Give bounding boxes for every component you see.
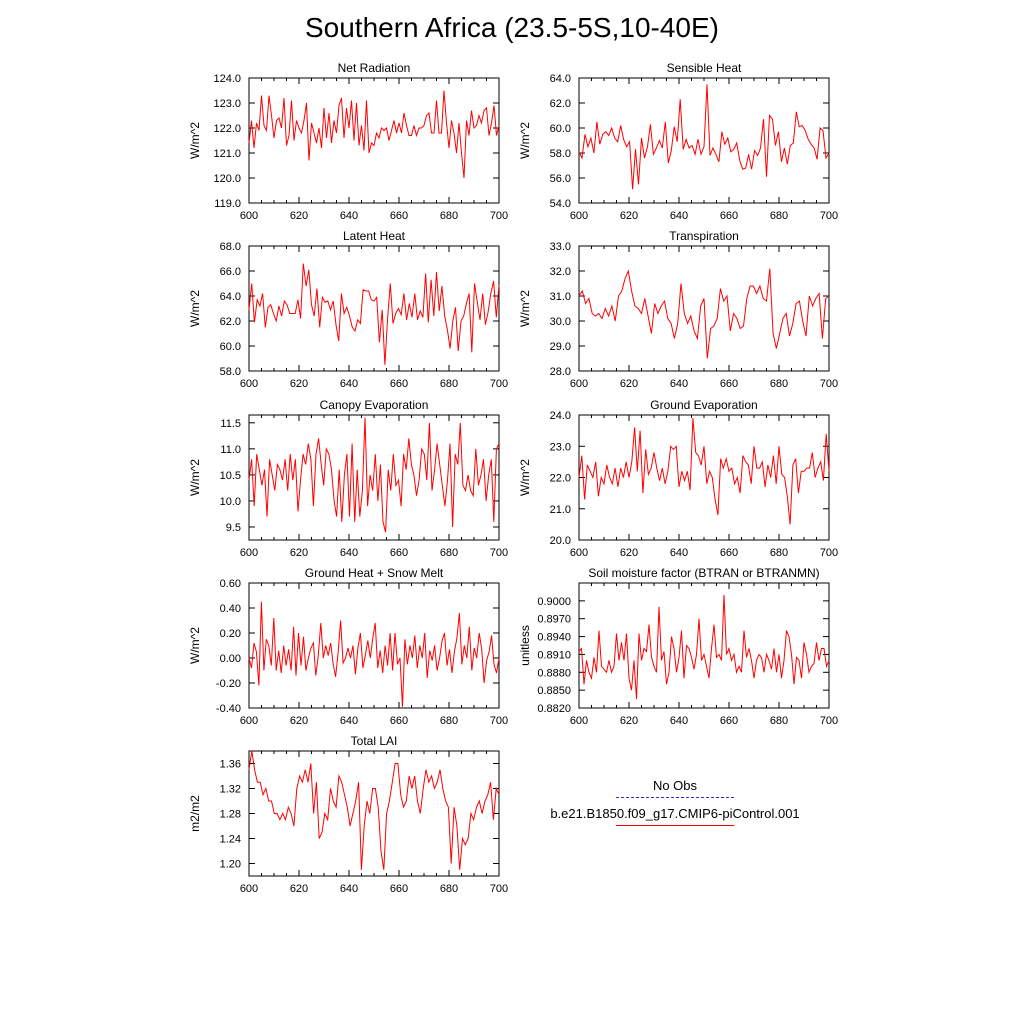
x-tick-label: 660 [719,378,739,390]
panel-title: Soil moisture factor (BTRAN or BTRANMN) [588,566,820,580]
y-tick-label: 0.8880 [537,667,571,680]
y-axis-label: W/m^2 [188,627,202,664]
y-tick-label: 1.24 [219,833,241,846]
y-tick-label: 64.0 [549,73,571,85]
x-tick-label: 680 [439,547,459,559]
x-tick-label: 700 [489,210,509,222]
y-tick-label: 120.0 [213,173,241,185]
x-tick-label: 640 [669,715,689,727]
x-tick-label: 680 [439,883,459,895]
y-tick-label: 20.0 [549,535,571,547]
x-tick-label: 640 [339,378,359,390]
x-tick-label: 700 [819,547,839,559]
y-tick-label: 122.0 [213,123,241,135]
panel-8 [518,566,838,727]
panel-4 [518,229,838,390]
x-tick-label: 700 [489,547,509,559]
y-tick-label: 10.5 [219,469,241,482]
x-tick-label: 660 [389,210,409,222]
x-tick-label: 640 [339,210,359,222]
x-tick-label: 700 [489,715,509,727]
panel-5 [188,398,508,559]
x-tick-label: 700 [819,715,839,727]
x-tick-label: 620 [619,547,639,559]
series-line [249,418,499,533]
plot-frame [249,583,499,708]
plot-frame [249,246,499,371]
x-tick-label: 640 [339,547,359,559]
y-axis-label: W/m^2 [518,459,532,496]
y-tick-label: 121.0 [213,148,241,160]
x-tick-label: 680 [769,378,789,390]
y-tick-label: 0.00 [219,653,241,665]
y-tick-label: 0.8940 [537,631,571,644]
panel-9 [188,734,508,895]
panel-1 [188,61,508,222]
y-tick-label: 30.0 [549,316,571,328]
y-tick-label: 1.32 [219,783,241,796]
y-tick-label: 66.0 [219,266,241,278]
y-tick-label: 64.0 [219,291,241,303]
x-tick-label: 600 [239,378,259,390]
x-tick-label: 680 [439,378,459,390]
x-tick-label: 620 [619,378,639,390]
x-tick-label: 600 [569,378,589,390]
y-tick-label: 31.0 [549,291,571,303]
y-tick-label: 24.0 [549,410,571,422]
x-tick-label: 600 [239,210,259,222]
x-tick-label: 700 [819,210,839,222]
x-tick-label: 600 [239,883,259,895]
legend-obs-line [616,797,734,798]
y-tick-label: 11.0 [220,443,241,456]
x-tick-label: 600 [239,715,259,727]
y-tick-label: 10.0 [219,495,241,508]
y-axis-label: m2/m2 [188,795,202,832]
x-tick-label: 680 [769,547,789,559]
panel-title: Net Radiation [337,61,411,75]
legend-model-label: b.e21.B1850.f09_g17.CMIP6-piControl.001 [550,806,800,821]
panel-7 [188,566,508,727]
series-line [579,595,829,699]
x-tick-label: 620 [289,547,309,559]
x-tick-label: 660 [719,715,739,727]
x-tick-label: 600 [569,715,589,727]
x-tick-label: 600 [239,547,259,559]
legend-model-line [616,825,734,826]
x-tick-label: 700 [819,378,839,390]
x-tick-label: 660 [389,883,409,895]
y-tick-label: 1.20 [219,858,241,871]
x-tick-label: 660 [719,210,739,222]
panel-title: Transpiration [669,229,739,243]
panel-3 [188,229,508,390]
y-axis-label: W/m^2 [518,122,532,159]
x-tick-label: 680 [769,210,789,222]
y-tick-label: 33.0 [549,241,571,253]
x-tick-label: 640 [339,883,359,895]
y-tick-label: 0.40 [219,603,241,615]
legend [520,778,830,834]
x-tick-label: 620 [289,715,309,727]
panel-2 [518,61,838,222]
y-tick-label: 60.0 [549,123,571,135]
y-tick-label: 23.0 [549,441,571,454]
y-tick-label: 54.0 [549,198,571,210]
y-tick-label: 123.0 [213,98,241,110]
y-tick-label: 32.0 [549,266,571,278]
legend-obs-label: No Obs [652,778,698,793]
y-tick-label: 58.0 [549,148,571,160]
x-tick-label: 600 [569,547,589,559]
plot-frame [579,583,829,708]
series-line [579,269,829,359]
y-tick-label: -0.40 [215,703,241,715]
series-line [249,602,499,707]
y-tick-label: 0.8970 [537,613,571,626]
x-tick-label: 660 [389,547,409,559]
x-tick-label: 660 [389,715,409,727]
y-tick-label: -0.20 [215,678,241,690]
x-tick-label: 620 [289,378,309,390]
series-line [579,84,829,189]
x-tick-label: 660 [389,378,409,390]
y-axis-label: W/m^2 [188,290,202,327]
y-tick-label: 11.5 [220,417,241,430]
x-tick-label: 620 [619,715,639,727]
series-line [249,264,499,365]
x-tick-label: 640 [669,547,689,559]
y-tick-label: 0.8850 [537,685,571,698]
y-axis-label: W/m^2 [188,122,202,159]
x-tick-label: 640 [669,378,689,390]
y-tick-label: 0.60 [219,578,241,590]
y-tick-label: 9.5 [225,521,241,534]
panel-6 [518,398,838,559]
y-tick-label: 1.36 [219,758,241,771]
y-tick-label: 0.9000 [537,595,571,608]
y-tick-label: 124.0 [213,73,241,85]
y-tick-label: 0.8820 [537,703,571,715]
x-tick-label: 640 [669,210,689,222]
x-tick-label: 680 [439,715,459,727]
x-tick-label: 620 [289,883,309,895]
x-tick-label: 700 [489,378,509,390]
series-line [249,91,499,179]
y-axis-label: W/m^2 [188,459,202,496]
panel-title: Ground Evaporation [650,398,758,412]
y-tick-label: 28.0 [549,366,571,378]
y-axis-label: unitless [518,625,532,666]
y-tick-label: 62.0 [219,316,241,328]
y-tick-label: 56.0 [549,173,571,185]
y-axis-label: W/m^2 [518,290,532,327]
x-tick-label: 640 [339,715,359,727]
y-tick-label: 0.8910 [537,649,571,662]
x-tick-label: 700 [489,883,509,895]
x-tick-label: 680 [769,715,789,727]
panel-title: Sensible Heat [666,61,742,75]
series-line [249,751,499,870]
y-tick-label: 119.0 [214,198,241,210]
y-tick-label: 22.0 [549,472,571,485]
y-tick-label: 0.20 [219,628,241,640]
panel-title: Latent Heat [342,229,406,243]
y-tick-label: 62.0 [549,98,571,110]
x-tick-label: 600 [569,210,589,222]
panel-title: Canopy Evaporation [319,398,429,412]
x-tick-label: 620 [619,210,639,222]
x-tick-label: 660 [719,547,739,559]
y-tick-label: 21.0 [549,503,571,516]
x-tick-label: 620 [289,210,309,222]
x-tick-label: 680 [439,210,459,222]
y-tick-label: 1.28 [219,808,241,821]
y-tick-label: 29.0 [549,341,571,353]
page-title: Southern Africa (23.5-5S,10-40E) [304,12,719,43]
panel-title: Ground Heat + Snow Melt [304,566,444,580]
series-line [579,418,829,524]
panel-title: Total LAI [350,734,398,748]
y-tick-label: 58.0 [219,366,241,378]
y-tick-label: 68.0 [219,241,241,253]
y-tick-label: 60.0 [219,341,241,353]
